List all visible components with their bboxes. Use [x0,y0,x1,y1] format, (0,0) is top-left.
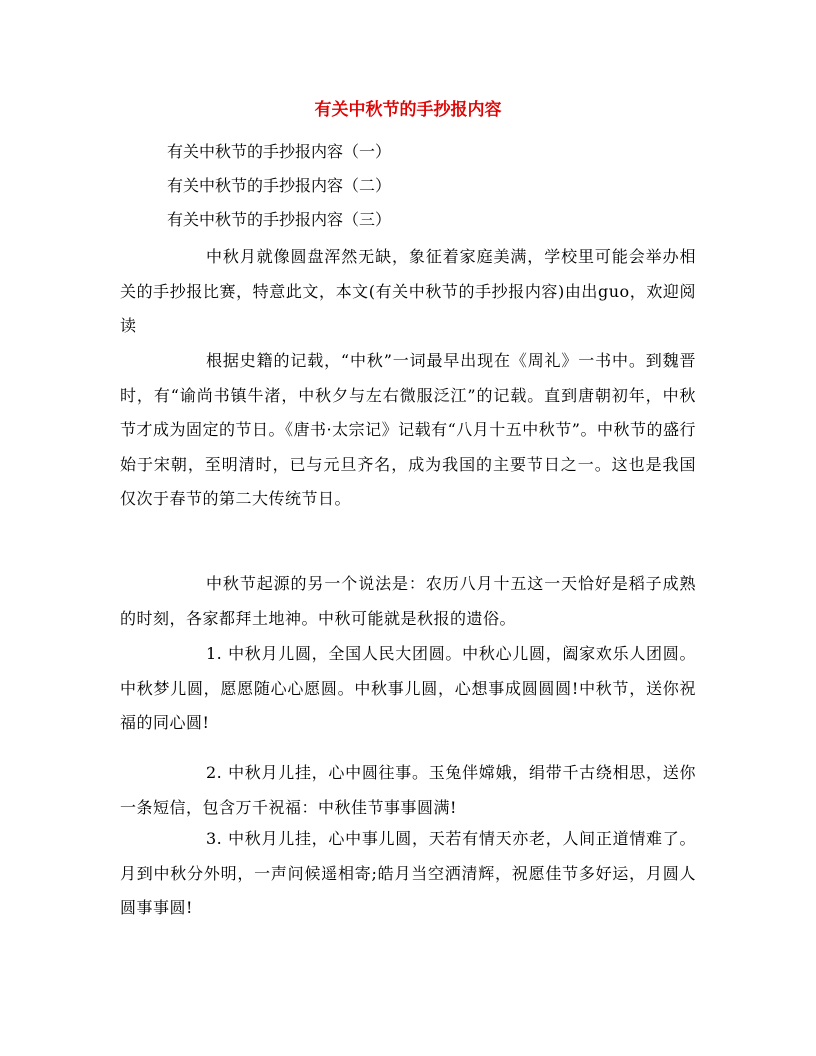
toc-item-3: 有关中秋节的手抄报内容（三） [167,210,392,229]
paragraph-greeting-3: 3. 中秋月儿挂，心中事儿圆，天若有情天亦老，人间正道情难了。月到中秋分外明，一声问候遥相寄;皓月当空洒清辉，祝愿佳节多好运，月圆人圆事事圆! [120,829,696,917]
paragraph-greeting-2: 2. 中秋月儿挂，心中圆往事。玉兔伴嫦娥，绢带千古绕相思，送你一条短信，包含万千祝福：中秋佳节事事圆满! [120,763,696,817]
paragraph-history: 根据史籍的记载，“中秋”一词最早出现在《周礼》一书中。到魏晋时，有“谕尚书镇牛渚，中秋夕与左右微服泛江”的记载。直到唐朝初年，中秋节才成为固定的节日。《唐书·太宗记》记载有“八月十五中秋节”。中秋节的盛行始于宋朝，至明清时，已与元旦齐名，成为我国的主要节日之一。这也是我国仅次于春节的第二大传统节日。 [120,351,696,508]
paragraph-greeting-1: 1. 中秋月儿圆，全国人民大团圆。中秋心儿圆，阖家欢乐人团圆。中秋梦儿圆，愿愿随心心愿圆。中秋事儿圆，心想事成圆圆圆!中秋节，送你祝福的同心圆! [120,644,696,732]
paragraph-intro: 中秋月就像圆盘浑然无缺，象征着家庭美满，学校里可能会举办相关的手抄报比赛，特意此文，本文(有关中秋节的手抄报内容)由出guo，欢迎阅读 [120,247,696,335]
toc-item-1: 有关中秋节的手抄报内容（一） [167,142,392,161]
paragraph-origin: 中秋节起源的另一个说法是：农历八月十五这一天恰好是稻子成熟的时刻，各家都拜土地神。中秋可能就是秋报的遗俗。 [120,574,696,628]
toc-item-2: 有关中秋节的手抄报内容（二） [167,176,392,195]
document-title: 有关中秋节的手抄报内容 [314,100,502,120]
